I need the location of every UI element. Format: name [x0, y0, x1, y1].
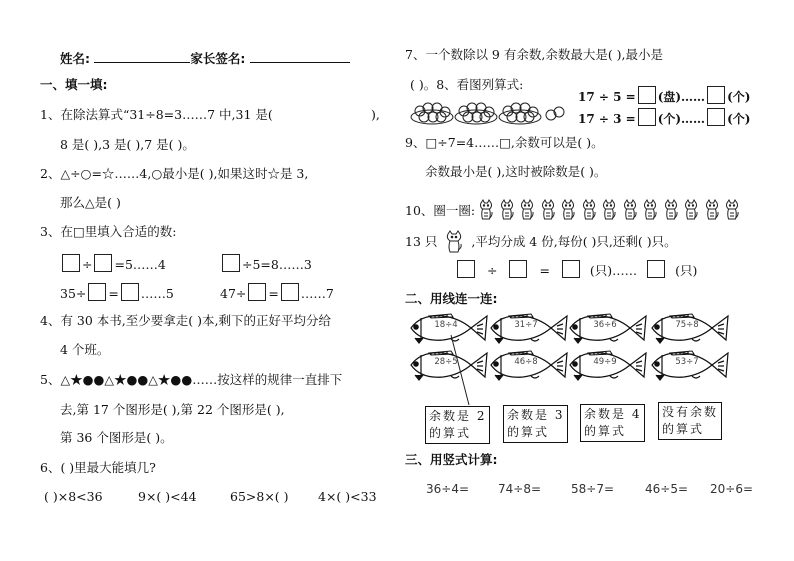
- category-box[interactable]: 没有余数 的算式: [658, 402, 722, 440]
- parent-signature-label: 家长签名:: [190, 51, 246, 66]
- fish-label: 28÷5: [434, 357, 458, 367]
- calc-item: 36÷4=: [426, 482, 470, 496]
- q4-line2: 4 个班。: [60, 342, 110, 357]
- category-box[interactable]: 余数是 2 的算式: [425, 406, 490, 444]
- q4-line1: 4、有 30 本书,至少要拿走( )本,剩下的正好平均分给: [40, 313, 331, 328]
- q1-line1-end: ),: [371, 107, 380, 122]
- q6-item: 4×( )<33: [318, 489, 377, 504]
- q5-line2: 去,第 17 个图形是( ),第 22 个图形是( ),: [60, 402, 285, 417]
- q3-eq-a: ÷ =5……4: [60, 254, 166, 273]
- q3-title: 3、在□里填入合适的数:: [40, 224, 177, 239]
- category-box[interactable]: 余数是 3 的算式: [503, 405, 568, 443]
- calc-item: 46÷5=: [645, 482, 689, 496]
- q2-line1: 2、△÷○=☆……4,○最小是( ),如果这时☆是 3,: [40, 166, 309, 181]
- fish-label: 53÷7: [675, 357, 699, 367]
- calc-item: 20÷6=: [710, 482, 754, 496]
- q3-eq-d: 47÷ = ……7: [220, 283, 334, 302]
- section2-title: 二、用线连一连:: [405, 291, 498, 306]
- category-box[interactable]: 余数是 4 的算式: [580, 404, 645, 442]
- q10-line1: 10、圈一圈:: [405, 199, 746, 221]
- calc-item: 74÷8=: [498, 482, 542, 496]
- q3-eq-c: 35÷ = ……5: [60, 283, 174, 302]
- q10-equation: ÷ = (只)…… (只): [455, 260, 697, 279]
- q1-line2: 8 是( ),3 是( ),7 是( )。: [60, 137, 195, 152]
- q1-line1: 1、在除法算式“31÷8=3……7 中,31 是(: [40, 107, 273, 122]
- q6-item: 65>8×( ): [230, 489, 289, 504]
- fish-label: 46÷8: [514, 357, 538, 367]
- fish-label: 75÷8: [675, 320, 699, 330]
- q8-eq2: 17 ÷ 3 = (个)…… (个): [578, 108, 750, 127]
- fish-label: 18÷4: [434, 320, 458, 330]
- fish-label: 36÷6: [593, 320, 617, 330]
- q5-line3: 第 36 个图形是( )。: [60, 430, 173, 445]
- q10-line2: 13 只 ,平均分成 4 份,每份( )只,还剩( )只。: [405, 230, 677, 254]
- q5-line1: 5、△★●●△★●●△★●●……按这样的规律一直排下: [40, 372, 343, 387]
- name-label: 姓名:: [60, 51, 90, 66]
- section1-title: 一、填一填:: [40, 77, 108, 92]
- q3-eq-b: ÷5=8……3: [220, 254, 312, 273]
- q9-line1: 9、□÷7=4……□,余数可以是( )。: [405, 135, 604, 150]
- q7-line1: 7、一个数除以 9 有余数,余数最大是( ),最小是: [405, 47, 664, 62]
- calc-item: 58÷7=: [571, 482, 615, 496]
- q7-line2: ( )。8、看图列算式:: [410, 77, 524, 92]
- q9-line2: 余数最小是( ),这时被除数是( )。: [425, 164, 607, 179]
- q6-item: ( )×8<36: [44, 489, 103, 504]
- q6-item: 9×( )<44: [138, 489, 197, 504]
- fish-label: 31÷7: [514, 320, 538, 330]
- q8-eq1: 17 ÷ 5 = (盘)…… (个): [578, 86, 750, 105]
- q6-title: 6、( )里最大能填几?: [40, 460, 156, 475]
- q2-line2: 那么△是( ): [60, 195, 121, 210]
- fish-label: 49÷9: [593, 357, 617, 367]
- section3-title: 三、用竖式计算:: [405, 452, 498, 467]
